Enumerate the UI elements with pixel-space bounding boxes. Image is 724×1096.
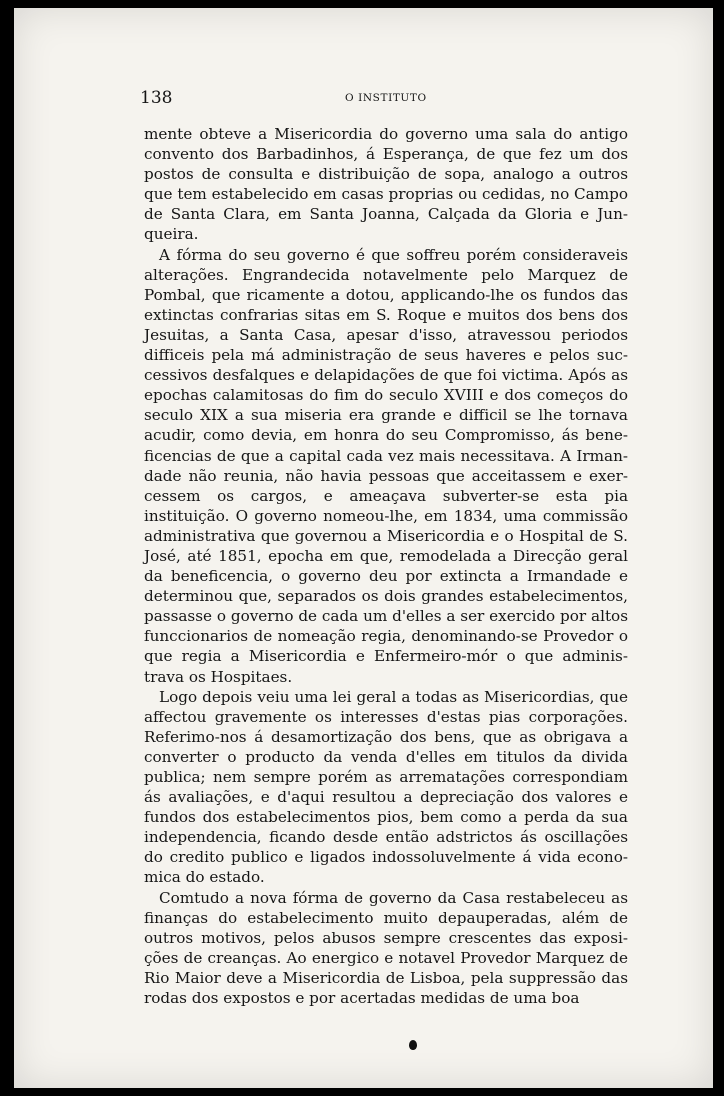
paragraph: mente obteve a Misericordia do governo uma sala do antigo convento dos Barbadinhos, á Esperança, de que fez um dos postos de consulta e distribuição de sopa, analogo a outros que tem estabelecido em casas proprias ou cedidas, no Campo de Santa Clara, em Santa Joanna, Calçada da Gloria e Junqueira. [144, 125, 628, 244]
paragraph: A fórma do seu governo é que soffreu porém consideraveis alterações. Engrandecida notavelmente pelo Marquez de Pombal, que ricamente a dotou, applicando-lhe os fundos das extinctas confrarias sitas em S. Roque e muitos dos bens dos Jesuitas, a Santa Casa, apesar d'isso, atravessou periodos difficeis pela má administração de seus haveres e pelos successivos desfalques e delapidações de que foi victima. Após as epochas calamitosas do fim do seculo XVIII e dos começos do seculo XIX a sua miseria era grande e difficil se lhe tornava acudir, como devia, em honra do seu Compromisso, ás beneficencias de que a capital cada vez mais necessitava. A Irmandade não reunia, não havia pessoas que acceitassem e exercessem os cargos, e ameaçava subverter-se esta pia instituição. O governo nomeou-lhe, em 1834, uma commissão administrativa que governou a Misericordia e o Hospital de S. José, até 1851, epocha em que, remodelada a Direcção geral da beneficencia, o governo deu por extincta a Irmandade e determinou que, separados os dois grandes estabelecimentos, passasse o governo de cada um d'elles a ser exercido por altos funccionarios de nomeação regia, denominando-se Provedor o que regia a Misericordia e Enfermeiro-mór o que administrava os Hospitaes. [144, 245, 628, 686]
ornament-mark [409, 1040, 417, 1050]
paragraph: Comtudo a nova fórma de governo da Casa restabeleceu as finanças do estabelecimento muito depauperadas, além de outros motivos, pelos abusos sempre crescentes das exposições de creanças. Ao energico e notavel Provedor Marquez de Rio Maior deve a Misericordia de Lisboa, pela suppressão das rodas dos expostos e por acertadas medidas de uma boa [144, 888, 628, 1008]
paragraph: Logo depois veiu uma lei geral a todas as Misericordias, que affectou gravemente os interesses d'estas pias corporações. Referimo-nos á desamortização dos bens, que as obrigava a converter o producto da venda d'elles em titulos da divida publica; nem sempre porém as arrematações correspondiam ás avaliações, e d'aqui resultou a depreciação dos valores e fundos dos estabelecimentos pios, bem como a perda da sua independencia, ficando desde então adstrictos ás oscillações do credito publico e ligados indossoluvelmente á vida economica do estado. [144, 687, 628, 887]
running-head: O INSTITUTO [345, 92, 427, 104]
page-number: 138 [140, 88, 173, 108]
page-header [140, 88, 620, 112]
body-text [144, 124, 628, 1008]
